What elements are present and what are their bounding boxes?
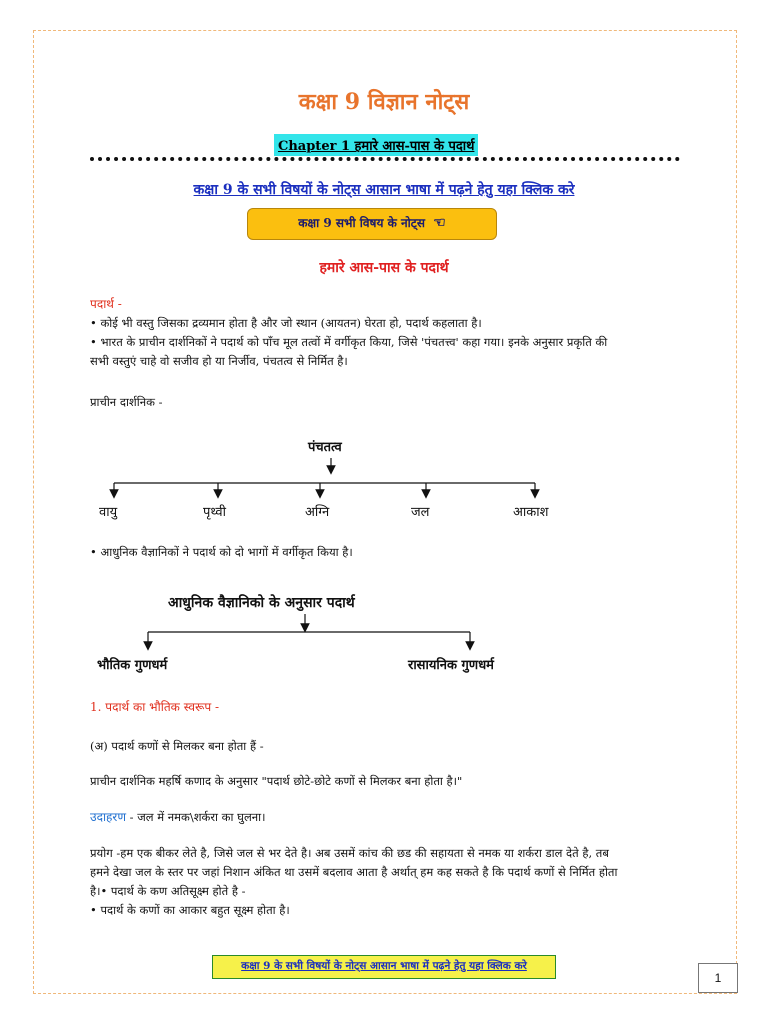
section-heading: हमारे आस-पास के पदार्थ	[319, 260, 449, 276]
bullet-panchtatva-line2: सभी वस्तुएं चाहे वो सजीव हो या निर्जीव, पंचतत्व से निर्मित है।	[90, 354, 348, 368]
experiment-line1: प्रयोग -हम एक बीकर लेते है, जिसे जल से भर देते है। अब उसमें कांच की छड की सहायता से नमक या शर्करा डाल देते है, तब	[90, 846, 609, 860]
diagram1-child-akash: आकाश	[513, 505, 549, 520]
footer-notes-link[interactable]: कक्षा 9 के सभी विषयों के नोट्स आसान भाषा में पढ़ने हेतु यहा क्लिक करे	[212, 955, 556, 979]
diagram1-child-jal: जल	[411, 505, 430, 520]
example-text: - जल में नमक\शर्करा का घुलना।	[126, 810, 266, 824]
physical-nature-heading: 1. पदार्थ का भौतिक स्वरूप -	[90, 700, 220, 714]
diagram2-child-physical: भौतिक गुणधर्म	[97, 658, 168, 673]
diagram2-child-chemical: रासायनिक गुणधर्म	[408, 658, 494, 673]
experiment-line3: है।• पदार्थ के कण अतिसूक्ष्म होते है -	[90, 884, 246, 898]
ancient-philosophers-label: प्राचीन दार्शनिक -	[90, 395, 163, 409]
notes-link[interactable]: कक्षा 9 के सभी विषयों के नोट्स आसान भाषा में पढ़ने हेतु यहा क्लिक करे	[193, 182, 575, 198]
diagram1-child-prithvi: पृथ्वी	[203, 505, 226, 520]
experiment-block	[90, 844, 690, 920]
chapter-heading: Chapter 1 हमारे आस-पास के पदार्थ	[274, 134, 478, 156]
diagram1-root: पंचतत्व	[308, 440, 342, 455]
bullet-panchtatva-line1: • भारत के प्राचीन दार्शनिकों ने पदार्थ को पाँच मूल तत्वों में वर्गीकृत किया, जिसे 'पंचतत्त्व' कहा गया। इनके अनुसार प्रकृति की	[90, 335, 608, 349]
diagram1-child-agni: अग्नि	[305, 505, 330, 520]
physical-nature-section	[90, 698, 690, 717]
padarth-label: पदार्थ -	[90, 297, 122, 311]
modern-classification-bullet: • आधुनिक वैज्ञानिकों ने पदार्थ को दो भागों में वर्गीकृत किया है।	[90, 545, 353, 559]
button-label: कक्षा 9 सभी विषय के नोट्स	[298, 216, 425, 230]
pointing-hand-icon: ☜	[433, 215, 446, 231]
diagram2-root: आधुनिक वैज्ञानिको के अनुसार पदार्थ	[168, 595, 355, 611]
experiment-line4: • पदार्थ के कणों का आकार बहुत सूक्ष्म होता है।	[90, 903, 290, 917]
bullet-definition: • कोई भी वस्तु जिसका द्रव्यमान होता है और जो स्थान (आयतन) घेरता हो, पदार्थ कहलाता है।	[90, 316, 482, 330]
experiment-line2: हमने देखा जल के स्तर पर जहां निशान अंकित था उसमें बदलाव आता है अर्थात् हम कह सकते है कि पदार्थ कणों से निर्मित होता	[90, 865, 618, 879]
example-label: उदाहरण	[90, 810, 127, 824]
page-title: कक्षा 9 विज्ञान नोट्स	[298, 89, 470, 115]
kanad-quote: प्राचीन दार्शनिक महर्षि कणाद के अनुसार "पदार्थ छोटे-छोटे कणों से मिलकर बना होता है।"	[90, 774, 463, 788]
example-line	[90, 808, 690, 827]
diagram1-child-vayu: वायु	[99, 505, 118, 520]
point-a: (अ) पदार्थ कणों से मिलकर बना होता हैं -	[90, 739, 264, 753]
page-number: 1	[698, 963, 738, 993]
